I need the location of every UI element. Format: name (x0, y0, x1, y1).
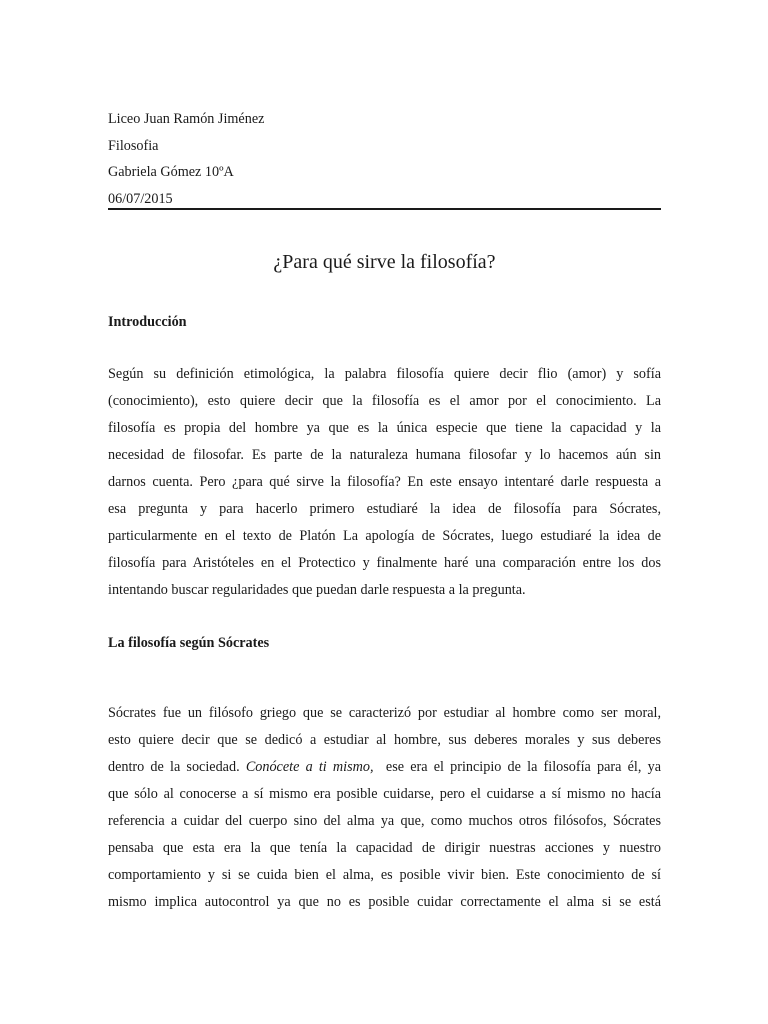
paragraph-line: mismo implica autocontrol ya que no es posible cuidar correctamente el alma si se está (108, 894, 661, 910)
paragraph-line: particularmente en el texto de Platón La apología de Sócrates, luego estudiaré la idea de (108, 528, 661, 544)
paragraph-line (108, 757, 661, 784)
line-segment: ese era el principio de la filosofía para él, ya (373, 759, 661, 775)
paragraph-line: (conocimiento), esto quiere decir que la filosofía es el amor por el conocimiento. La (108, 393, 661, 409)
paragraph-line: darnos cuenta. Pero ¿para qué sirve la filosofía? En este ensayo intentaré darle respuesta a (108, 474, 661, 490)
header-divider (108, 208, 661, 210)
paragraph-line: comportamiento y si se cuida bien el alma, es posible vivir bien. Este conocimiento de sí (108, 867, 661, 883)
italic-quote: Conócete a ti mismo, (245, 759, 374, 775)
document-header (108, 109, 661, 215)
paragraph-line: referencia a cuidar del cuerpo sino del alma ya que, como muchos otros filósofos, Sócrates (108, 813, 661, 829)
line-segment: dentro de la sociedad. (108, 759, 246, 775)
socrates-paragraph (108, 703, 661, 919)
school-name: Liceo Juan Ramón Jiménez (108, 111, 265, 127)
paragraph-line: Según su definición etimológica, la palabra filosofía quiere decir flio (amor) y sofía (108, 366, 661, 382)
paragraph-line: filosofía para Aristóteles en el Protectico y finalmente haré una comparación entre los dos (108, 555, 661, 571)
paragraph-line: necesidad de filosofar. Es parte de la naturaleza humana filosofar y lo hacemos aún sin (108, 447, 661, 463)
paragraph-line: que sólo al conocerse a sí mismo era posible cuidarse, pero el cuidarse a sí mismo no hacía (108, 786, 661, 802)
paragraph-line: esa pregunta y para hacerlo primero estudiaré la idea de filosofía para Sócrates, (108, 501, 661, 517)
document-date: 06/07/2015 (108, 190, 173, 207)
paragraph-line: pensaba que esta era la que tenía la capacidad de dirigir nuestras acciones y nuestro (108, 840, 661, 856)
subject-name: Filosofia (108, 137, 159, 154)
student-name: Gabriela Gómez 10ºA (108, 164, 234, 180)
socrates-heading: La filosofía según Sócrates (108, 635, 270, 651)
intro-heading: Introducción (108, 314, 187, 330)
intro-paragraph (108, 364, 661, 607)
paragraph-line: Sócrates fue un filósofo griego que se caracterizó por estudiar al hombre como ser moral, (108, 705, 661, 721)
paragraph-line: intentando buscar regularidades que puedan darle respuesta a la pregunta. (108, 582, 526, 598)
document-title: ¿Para qué sirve la filosofía? (273, 251, 496, 273)
paragraph-line: filosofía es propia del hombre ya que es la única especie que tiene la capacidad y la (108, 420, 661, 436)
paragraph-line: esto quiere decir que se dedicó a estudiar al hombre, sus deberes morales y sus deberes (108, 732, 661, 748)
